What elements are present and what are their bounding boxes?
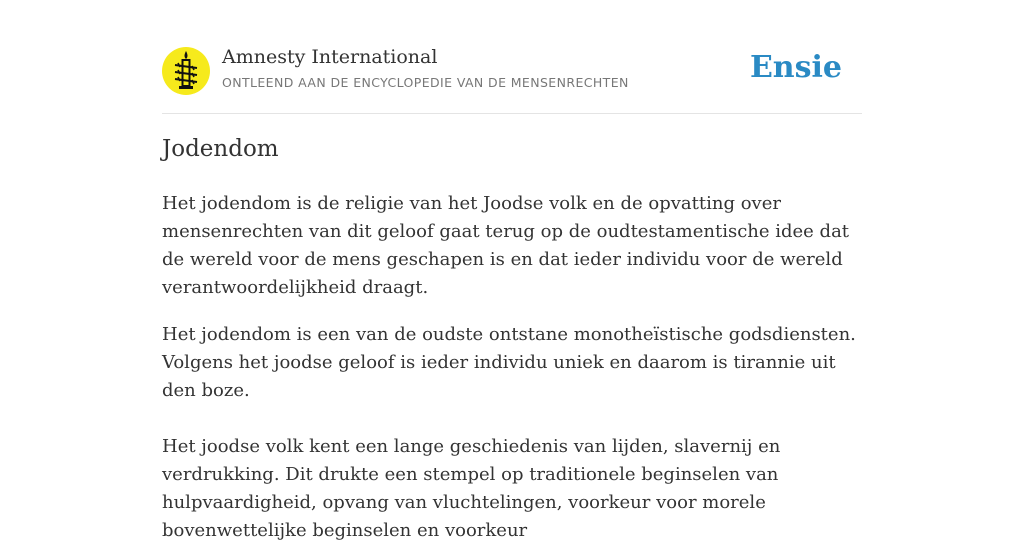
- article-body: [162, 190, 862, 545]
- paragraph-3: Het joodse volk kent een lange geschiedenis van lijden, slavernij en verdrukking. Dit drukte een stempel op traditionele beginselen van hulpvaardigheid, opvang van vluchtelingen, voorkeur voor morele bovenwettelijke beginselen en voorkeur: [162, 436, 781, 541]
- ensie-logo[interactable]: Ensie: [749, 50, 842, 85]
- header: [162, 46, 862, 96]
- candle-icon: [162, 47, 210, 95]
- source-line: ONTLEEND AAN DE ENCYCLOPEDIE VAN DE MENSENRECHTEN: [222, 75, 629, 90]
- org-name[interactable]: Amnesty International: [222, 46, 438, 68]
- article-title: Jodendom: [162, 136, 279, 162]
- paragraph-2: Het jodendom is een van de oudste ontstane monotheïstische godsdiensten. Volgens het joodse geloof is ieder individu uniek en daarom is tirannie uit den boze.: [162, 324, 856, 401]
- amnesty-candle-icon[interactable]: [162, 47, 210, 95]
- paragraph-1: Het jodendom is de religie van het Joodse volk en de opvatting over mensenrechten van dit geloof gaat terug op de oudtestamentische idee dat de wereld voor de mens geschapen is en dat ieder individu voor de wereld verantwoordelijkheid draagt.: [162, 193, 850, 298]
- header-divider: [162, 113, 862, 114]
